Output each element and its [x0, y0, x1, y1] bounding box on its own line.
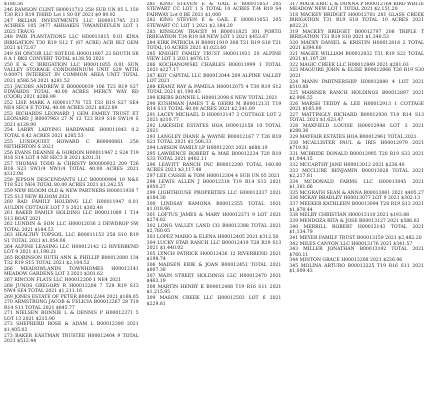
listing-entry: 251 JACOBS ANDREW E B00000039 106 T23 R19 S27 EDWARDS TOTAL 40.00 ACRES MERCY WAY RD (COOR) 2021 $286.99: [4, 84, 139, 101]
listing-entry: 322 MAGIC CREEK LLC H00012849 2021 $281.03: [289, 62, 409, 68]
listing-entry: 299 LIGHTHOUSE PROPERTIES LLC H00012337 2021 $184.30: [146, 190, 282, 202]
listing-entry: 303 LOPEZ MARIO & ELENA H00012405 2021 $312.50: [146, 235, 279, 241]
listing-entry: 264 ALPINE LEASING LLC H00012142 12 RIVERBEND LOT 9 2021 $1,198.21: [4, 244, 139, 255]
listing-entry: 266 MEADOWLANDS TOWNHOMES H00012141 MEADOW GARDENS LOT 3 2021 $301.62: [4, 266, 139, 278]
listing-entry: 297 LEE CASSIE & TOM H00012304 4 SUB UN 05 2021: [146, 173, 280, 179]
listing-entry: 260 RAD FAMILY HOLDING LLC H00011947 0.01 AULDIN COTTAGE LOT 7 S 2021 $302.48: [4, 200, 139, 211]
listing-column-1: [4, 2, 139, 400]
listing-entry: 281 KING STEVEN E & GAIL E B00011653 205 STEWART CC LOT 1 S TOTAL 10 ACRES T34 R19 S4 FAIRWAY Lot 0 RE 2021 $1,000: [146, 2, 282, 18]
listing-entry: 341 MEYER FAMILY TRUST B00013159 2021 $2,482.20: [289, 235, 422, 241]
listing-entry: 293 LANGLEY DIANE & WAYNE B00012167 7 T26 R19 S21 TOTAL 2021 $1,506.33: [146, 134, 282, 146]
listing-entry: 302 LONG VALLEY LAND CO B00012388 TOTAL 2021 $2,760.05: [146, 223, 282, 235]
listing-entry: 258 JEPSON DESCENDANTS LLC B00000904 19 N&S T18 S21 NE4 TOTAL 80.00 ACRES 2021 $1,242.55: [4, 178, 139, 189]
listing-entry: 283 KINSLOW TRACEY M B00011825 301 PORTO IRRIGATION T34 R19 S8 NEW LOT 1 2021 $453.67: [146, 29, 282, 40]
listing-entry: 254 LARRY LADYING HARDWARE H00011843 0.2 TOTAL 0.42 ACRES 2021 $285.53: [4, 128, 139, 139]
listing-entry: 336 MCKAY BRADLEY H00013077 LOT 9 2021 $302.13: [289, 196, 421, 202]
listing-entry: 291 LACEY MICHAEL D H00012147 3 COTTAGE LOT 2 2021 $310.77: [146, 112, 282, 124]
listing-entry: 269 JONES ESTATE OF PETER B00012244 2021 $168.05: [4, 294, 139, 300]
listing-entry: 317 MACK ERIC L & DONNA P B00012764 BIRD WHITE MEADOW NEW LOT 1 TOTAL 2021 $2,151.20: [289, 2, 425, 13]
listing-entry: 327 MATTINGLY RICHARD B00012930 T19 R14 S13 TOTAL 2021 $1,623.47: [289, 112, 425, 124]
listing-column-3: [289, 2, 424, 400]
listing-entry: 265 ROBINSON RUTH ANN & PHILLIP B00012080 134 T32 R19 S15 TOTAL 2021 $2,104.52: [4, 255, 139, 266]
listing-entry: 304 LUCKY STAR RANCH LLC B00012419 T28 R19 S13 2021 $1,440.02: [146, 240, 282, 252]
listing-entry: 253 RICHARDS LEONARD J GEM FAMILY TRUST ET LEONARD J B0007963 27 N 13 T23 R19 S18 SW1/4 S 2021 $128.90: [4, 112, 139, 128]
listing-entry: 324 MANN PARTNERSHIP H00012880 4 LOT 2021 $510.88: [289, 79, 425, 90]
listing-entry: 282 KING STEVEN E & GAIL E H00011653 205 STEWART CC LOT 1 2021 $2,184.20: [146, 18, 282, 29]
listing-entry: 259 NEW BLOOM OLD & NEW PARTNERS H00011938 7 T25 S13 NEW BLOOM 2021: [4, 189, 139, 200]
listing-entry: 339 MENDOZA RITA & JOSE B00013127 2021 $586.02: [289, 219, 420, 224]
listing-entry: 343 MILLER JONATHAN B00013192 TOTAL 2021 $760.11: [289, 247, 425, 258]
listing-entry: 325 MARINER RANCH HOLDINGS B00012897 2021 $2,906.55: [289, 90, 425, 101]
listing-entry: 329 MAYFAIR ESTATES HOA B00012961 TOTAL 2021: [289, 134, 417, 140]
listing-entry: 287 KOT CAPITAL LLC B00012044 209 ALPINE VALLEY LOT 2021: [146, 73, 282, 85]
listing-entry: 252 LISE MARK A H00011776 725 T33 R19 S27 SE4 NE4 SEC4 E TOTAL 40.00 ACRES 2021 $822.89: [4, 100, 139, 112]
listing-entry: 289 KREBS BONNIE L H00012098 6 NEW TOTAL 2021: [146, 95, 278, 101]
listing-entry: 256 EVANS DEANNE & GORDON H00011947 2 S24 T19 R16 S14 LOT 4 NE SEC3 B 2021 $201.31: [4, 150, 139, 161]
listing-entry: 284 KIRK PATRICIA H B00011919 308 T21 R19 S18 T21 TOTAL 10 ACRES 2021 $1,023.60: [146, 40, 282, 51]
listing-entry: 319 MACKEY BRIDGET B00012797 208 TRIPLE T IRRIGATION T31 R19 S18 2021 $1,340.53: [289, 29, 425, 40]
listing-entry: 332 MCCARTHY JANE H00013012 2021 $236.40: [289, 162, 405, 168]
listing-entry: 320 MACKY DANIEL & KRISTIN H00012818 2 TOTAL 2021 $394.60: [289, 40, 425, 51]
listing-entry: 295 LAWRENCE ROBERT & MAE B00012234 T20 R19 S33 TOTAL 2021 $402.11: [146, 151, 282, 163]
listing-entry: 300 LINDSAY RAMONA B00012355 TOTAL 2021 $1,018.66: [146, 201, 282, 213]
listing-entry: 267 RINCON FLATS LLC H00012200 1 NE4 2021: [4, 277, 122, 283]
listing-entry: 292 LAKESIDE ESTATES HOA H00012158 10 TOTAL 2021: [146, 123, 282, 135]
listing-entry: 305 LYNCH PATRICK H00012436 12 RIVERBEND 2021 $198.74: [146, 251, 282, 263]
listing-entry: 331 MCBRIDE DONALD B00012995 T20 R19 S33 2021 $1,044.15: [289, 151, 425, 163]
listing-entry: 334 MCDONALD FARMS LLC H00013045 2021 $1,381.66: [289, 179, 425, 190]
listing-entry: 306 MADSEN ERIK & JOAN B00012451 TOTAL 2021 $807.38: [146, 262, 282, 274]
listing-entry: 328 MAXFIELD LOUISE H00012948 LOT 3 2021 $288.36: [289, 123, 425, 135]
listing-entry: 273 BAKER EASTMAN TRUSTEE H00012404 9 TOTAL 2021 $512.44: [4, 333, 139, 344]
listing-entry: 290 KUSHMAN JAMES T & GERRI M B00012131 T19 R14 S13 TOTAL 40.00 ACRES 2021 $2,341.09: [146, 101, 282, 113]
listing-entry: 307 MAIN STREET HOLDINGS LLC H00012470 2021 $463.19: [146, 274, 282, 285]
listing-entry: 344 MINTON GRACE H00013208 2021 $226.96: [289, 258, 403, 264]
listing-entry: 261 BAKER FAMILY HOLDING LLC B00011089 1 T14 S13 BOAT 2021: [4, 211, 139, 222]
listing-entry: 345 MOLINA ARTURO B00013225 T19 R16 S11 2021 $1,009.43: [289, 264, 425, 275]
listing-entry: 333 MCCLURE BENJAMIN B00013028 TOTAL 2021 $2,217.81: [289, 168, 425, 179]
listing-entry: 323 MAGUIRE JOHN & ELISE B00012866 T26 R19 S30 2021: [289, 68, 425, 79]
listing-entry: 262 LUNDIN & SON LLC H00012036 2 DEWDROP SW TOTAL 2021 $184.53: [4, 222, 139, 233]
listing-entry: 309 MASON CREEK LLC H00012503 LOT 6 2021 $229.81: [146, 296, 282, 307]
listing-entry: 248 PAIR PLANTATIONS LLC H00011815 0.01 KINA IRRIGATION T30 R19 S12 T (07 ACRE) ACR BLT GEM 2021 $172.67: [4, 35, 139, 51]
listing-entry: 249 SH ONCOR LLC SOTEOS H00011807 23 SOUTH SR 6 A 1 BKS CONVERT TOTAL $138.50 2021: [4, 51, 139, 62]
listing-entry: 268 JUNOS GREGORY R H00012208 7 T28 R19 S13 NW4 SE4 TOTAL 2021 $1,211.16: [4, 283, 139, 294]
listing-entry: 326 MARSH TEDDY & LEE H00012913 1 COTTAGE 2021 $165.09: [289, 101, 425, 113]
listing-entry: 296 LEAVITT RANCH INC B00012290 TOTAL 160.00 ACRES 2021 $3,117.48: [146, 162, 282, 174]
listing-entry: 286 KOCHANOWSKI CHARLES B00011999 1 TOTAL 2021 $227.17: [146, 62, 282, 74]
listing-entry: 294 LARSON FAMILY LP H00012203 2021 $688.19: [146, 146, 268, 152]
listing-entry: 338 MELBY CHRISTIAN H00013110 2021 $193.88: [289, 213, 410, 219]
listing-entry: 271 NIELSEN BONNIE L & DENNIS P H00012371 5 LOT 13 2021 $215.90: [4, 311, 139, 322]
listing-column-2: [147, 2, 282, 400]
listing-entry: 285 KNIGHT FAMILY TRUST H00011931 20 ALPINE VIEW LOT 3 2021 $876.15: [146, 51, 282, 62]
listing-entry: 247 RKLIAN INVESTMENTS LLC H00011745 213 ACHRES 105 3477 AHRIAKES 70WANDEFLEN LOT 1 2023 TRAUG: [4, 18, 139, 35]
listing-entry: 337 MEEKER KATHLEEN B00013094 T28 R19 S13 2021 $1,870.44: [289, 202, 425, 213]
listing-entry: 342 MILES CANYON LLC H00013176 2021 $341.57: [289, 241, 413, 247]
listing-entry: 263 HEALTHY TOPSOIL LLC B00011153 258 S10 R19 S1 TOTAL 2021 $1,054.08: [4, 233, 139, 244]
listing-entry: 321 MAGEE WILLIAM B00012832 T31 R19 S22 TOTAL 2021 $1,107.28: [289, 51, 425, 62]
listing-entry: 318 MACKEY BRIDGET H00012781 281 GLASS CREEK IRRIGATION T31 R19 S18 TOTAL 10 ACRES 2021 $822.21: [289, 13, 425, 29]
listing-entry: 301 LOFTUS JAMES & MARY H00012371 9 LOT 2021 $274.82: [146, 212, 282, 224]
listing-entry: 335 MCGRATH SEAN & ANNA B00013061 2021 $405.27: [289, 190, 424, 196]
listing-entry: 308 MARTIN HENRY K B00012488 T19 R16 S11 2021 $1,215.95: [146, 285, 282, 296]
listing-entry: 340 MERRILL ROBERT H00013143 TOTAL 2021 $1,134.79: [289, 224, 425, 236]
listing-entry: 270 ARMSTRONG JACOB & FELICIA B00012267 28 T19 R14 S11 TOTAL 2021 $845.77: [4, 300, 139, 311]
listing-entry: 255 LUNDQUIST HOWARD C B00000861 250 NETHERTON S 2021: [4, 139, 139, 150]
listing-entry: 330 MCALLISTER PAUL & IRIS H00012979 2021 $719.92: [289, 140, 425, 152]
listing-entry: 288 KRANZ RAY & PAMELA H00012075 4 T30 R19 S12 TOTAL 2021 $1,190.45: [146, 84, 282, 96]
listing-entry: 250 E & C IRRIGATION LLC H00011855 0.01 SUN VALLEY STORAGE CONDOMINIUM UNIT S29 WITH 0.00971 INTEREST IN COMMON AREA UNIT TOTAL 2021 $586.54 2021 $281.52: [4, 62, 139, 84]
listing-entry: 246 RAMSON CLINT H00011712 258 SUB UN 05 L 150 T30 R11 R19 THIRD Lot 1 S0 0F 2021 $9 89.92: [4, 7, 139, 19]
listing-entry: 257 THOMAS TODD & CHRISTY B00000922 209 T26 R16 S23 SW1/4 NW1/4 TOTAL 40.00 ACRES 2021 $312.08: [4, 161, 139, 178]
listing-entry: 298 LEWIS ALLEN J B00012318 T19 R14 S13 2021 $950.27: [146, 179, 282, 190]
listing-entry: 272 SHEPHERD ROSE & ADAM L B00012390 2021 $1,405.03: [4, 322, 139, 333]
listing-entry: $180.56: [4, 2, 23, 7]
